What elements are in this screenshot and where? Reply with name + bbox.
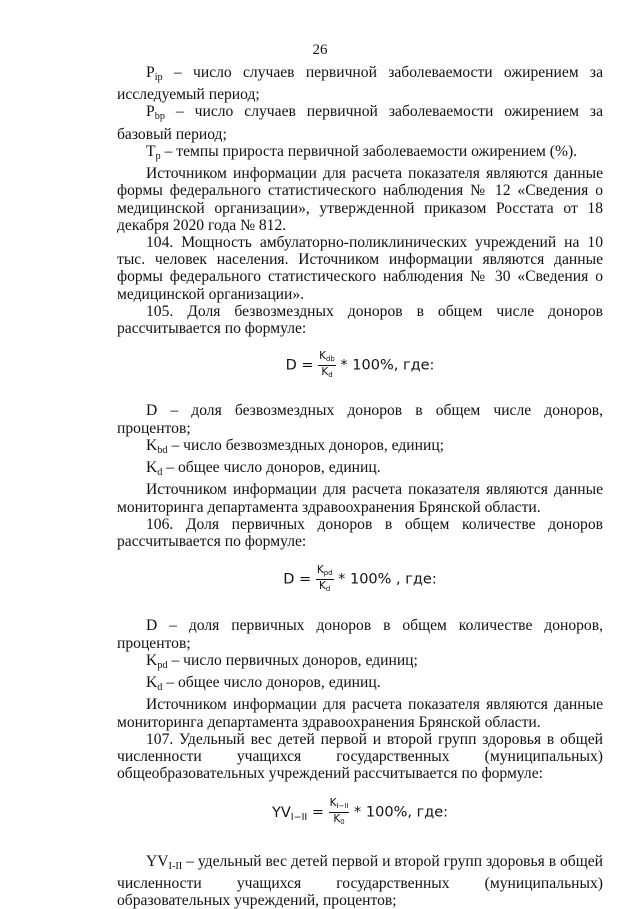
formula-106-denominator: $K_d$ [319,580,331,594]
def-kbd [117,437,603,459]
kpd-subscript: pd [157,659,168,671]
pip-subscript: ip [154,72,163,84]
kbd-subscript: bd [157,444,168,456]
kd-subscript: d [157,467,163,479]
tp-symbol: T [146,142,156,160]
formula-107-denominator: $K_0$ [333,813,345,827]
item-105: 105. Доля безвозмездных доноров в общем числе доноров рассчитывается по формуле: [117,302,603,338]
kpd-symbol: K [146,651,158,669]
formula-105-denominator: $K_d$ [321,366,333,380]
formula-105-numerator: $K_{db}$ [318,350,336,366]
formula-105 [117,350,603,381]
source-monitoring-105: Источником информации для расчета показателя являются данные мониторинга департамента здравоохранения Брянской области. [117,481,603,516]
source-form-12: Источником информации для расчета показателя являются данные формы федерального статистического наблюдения № 12 «Сведения о медицинской организации», утвержденной приказом Росстата от 18 декабря 2020 года № 812. [117,165,603,234]
formula-106 [117,564,603,595]
tp-text: – темпы прироста первичной заболеваемости ожирением (%). [160,142,578,160]
formula-107-rhs: * 100%, где: [349,804,449,821]
yv-text: – удельный вес детей первой и второй групп здоровья в общей численности учащихся государственных (муниципальных) образовательных учреждений, процентов; [117,852,603,909]
formula-105-rhs: * 100%, где: [335,357,435,374]
formula-107-fraction [329,797,350,828]
pip-text: – число случаев первичной заболеваемости ожирением за исследуемый период; [117,64,603,104]
document-body [117,64,603,909]
kd-symbol: K [146,674,158,692]
formula-105-lhs: D = [285,357,319,374]
pip-symbol: P [146,64,155,81]
kd-text: – общее число доноров, единиц. [162,674,381,692]
def-yv [117,853,603,909]
def-d-105: D – доля безвозмездных доноров в общем числе доноров, процентов; [117,402,603,437]
pbp-text: – число случаев первичной заболеваемости ожирением за базовый период; [117,103,603,143]
source-monitoring-106: Источником информации для расчета показателя являются данные мониторинга департамента здравоохранения Брянской области. [117,696,603,731]
kd-subscript: d [157,682,163,694]
def-tp [117,143,603,165]
def-pbp [117,103,603,142]
formula-106-rhs: * 100% , где: [333,571,437,588]
tp-subscript: p [155,151,161,163]
def-d-106: D – доля первичных доноров в общем количестве доноров, процентов; [117,617,603,652]
yv-symbol: YV [146,852,169,870]
kd-symbol: K [146,459,158,477]
def-kd-105 [117,459,603,481]
def-kd-106 [117,674,603,696]
kbd-symbol: K [146,436,158,454]
formula-106-fraction [316,564,334,595]
page-number: 26 [312,42,328,58]
formula-107-numerator: $K_{I-II}$ [329,797,350,813]
formula-107-lhs: $YV_{I-II}$ [271,804,308,823]
formula-105-fraction [318,350,336,381]
formula-106-numerator: $K_{pd}$ [316,564,334,580]
kbd-text: – число безвозмездных доноров, единиц; [167,436,445,454]
pbp-subscript: bp [154,111,165,123]
formula-107-equals: = [307,804,329,821]
item-106: 106. Доля первичных доноров в общем количестве доноров рассчитывается по формуле: [117,515,603,551]
def-kpd [117,652,603,674]
def-pip [117,64,603,103]
kd-text: – общее число доноров, единиц. [162,459,381,477]
item-104: 104. Мощность амбулаторно-поликлинических учреждений на 10 тыс. человек населения. Источником информации являются данные формы федерального статистического наблюдения № 30 «Сведения о медицинской организации». [117,234,603,303]
yv-subscript: I-II [168,860,183,872]
formula-106-lhs: D = [283,571,316,588]
formula-107 [117,797,603,828]
item-107: 107. Удельный вес детей первой и второй групп здоровья в общей численности учащихся государственных (муниципальных) общеобразовательных учреждений рассчитывается по формуле: [117,730,603,783]
kpd-text: – число первичных доноров, единиц; [167,651,418,669]
pbp-symbol: P [146,103,155,121]
